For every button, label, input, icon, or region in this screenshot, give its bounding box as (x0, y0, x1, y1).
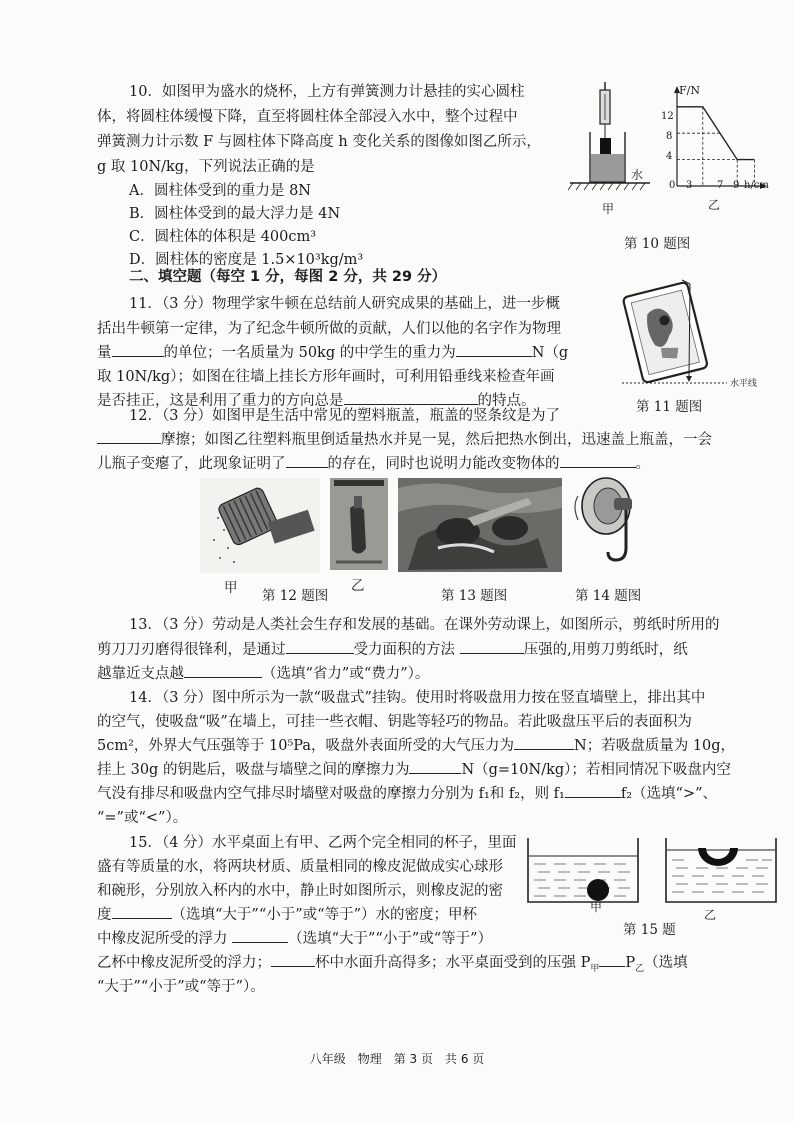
q12-line2-part1: 摩擦；如图乙往塑料瓶里倒适量热水并晃一晃，然后把热水倒出，迅速盖上瓶盖，一会 (161, 432, 712, 448)
q12-line3 (97, 452, 650, 477)
q14-line4-part2: N（g=10N/kg）；若相同情况下吸盘内空 (461, 762, 731, 778)
q10-graph-ylabel: F/N (679, 84, 700, 97)
q15-blank-1[interactable] (112, 903, 172, 919)
q11-line3 (97, 341, 568, 366)
q10-xtick-9: 9 (733, 180, 740, 191)
q10-caption: 第 10 题图 (624, 236, 691, 252)
q15-label-jia: 甲 (590, 900, 603, 914)
q14-figure-suction-hook (570, 476, 644, 576)
q14-line5-part1: 气没有排尽和吸盘内空气排尽时墙壁对吸盘的摩擦力分别为 f₁和 f₂，则 f₁ (97, 786, 565, 802)
q15-line6-part3: P (625, 955, 636, 971)
q15-line4-part2: （选填“大于”“小于”或“等于”）水的密度；甲杯 (171, 907, 477, 923)
q15-blank-3[interactable] (271, 951, 315, 967)
q10-ytick-12: 12 (661, 111, 674, 122)
q14-line5 (97, 782, 717, 807)
q14-line1: 14．（3 分）图中所示为一款“吸盘式”挂钩。使用时将吸盘用力按在竖直墙壁上，排出其中 (129, 690, 706, 706)
q10-option-c: C．圆柱体的体积是 400cm³ (129, 229, 317, 245)
q14-line6: “=”或“<”）。 (97, 810, 188, 826)
q15-sub-jia: 甲 (590, 963, 600, 974)
q11-caption: 第 11 题图 (636, 399, 703, 415)
q10-line4: g 取 10N/kg，下列说法正确的是 (97, 159, 315, 175)
q13-caption: 第 13 题图 (441, 588, 508, 604)
q10-xtick-7: 7 (717, 180, 724, 191)
q14-line4-part1: 挂上 30g 的钥匙后，吸盘与墙壁之间的摩擦力为 (97, 762, 410, 778)
q13-line2 (97, 638, 688, 663)
q15-line2: 盛有等质量的水，将两块材质、质量相同的橡皮泥做成实心球形 (97, 859, 503, 875)
q13-line2-part1: 剪刀刀刃磨得很锋利，是通过 (97, 642, 286, 658)
q12-figure-bottle-photo (330, 478, 388, 570)
q11-line3-part1: 量 (97, 345, 112, 361)
q15-sub-yi: 乙 (635, 963, 645, 974)
q13-figure-scissors-photo (398, 478, 562, 572)
q10-ytick-4: 4 (666, 151, 673, 162)
q10-ytick-8: 8 (666, 131, 673, 142)
q12-figure-bottle-cap (200, 478, 320, 573)
q10-option-a: A．圆柱体受到的重力是 8N (129, 183, 311, 199)
q10-option-d: D．圆柱体的密度是 1.5×10³kg/m³ (129, 252, 364, 268)
q10-origin: 0 (669, 180, 676, 191)
q14-line2: 的空气，使吸盘“吸”在墙上，可挂一些衣帽、钥匙等轻巧的物品。若此吸盘压平后的表面积为 (97, 714, 692, 730)
q10-label-yi: 乙 (708, 198, 721, 212)
q10-line2: 体，将圆柱体缓慢下降，直至将圆柱体全部浸入水中，整个过程中 (97, 109, 518, 125)
q10-line3: 弹簧测力计示数 F 与圆柱体下降高度 h 变化关系的图像如图乙所示， (97, 134, 541, 150)
q13-line3 (97, 662, 429, 687)
q13-line1: 13．（3 分）劳动是人类社会生存和发展的基础。在课外劳动课上，如图所示，剪纸时所用的 (129, 617, 720, 633)
q11-line5-part1: 是否挂正，这是利用了重力的方向总是 (97, 393, 344, 409)
q15-line5-part1: 中橡皮泥所受的浮力 (97, 931, 228, 947)
q15-line1: 15．（4 分）水平桌面上有甲、乙两个完全相同的杯子，里面 (129, 835, 517, 851)
q15-blank-4[interactable] (599, 951, 625, 967)
q12-blank-3[interactable] (560, 452, 636, 468)
q14-line4 (97, 758, 731, 783)
q14-blank-3[interactable] (565, 782, 621, 798)
q13-blank-3[interactable] (184, 662, 262, 678)
q12-line3-part2: 的存在，同时也说明力能改变物体的 (327, 456, 560, 472)
q10-xtick-3: 3 (686, 180, 693, 191)
q10-option-b: B．圆柱体受到的最大浮力是 4N (129, 206, 341, 222)
q11-line4: 取 10N/kg）；如图在往墙上挂长方形年画时，可利用铅垂线来检查年画 (97, 369, 555, 385)
q10-line1: 10．如图甲为盛水的烧杯，上方有弹簧测力计悬挂的实心圆柱 (129, 84, 525, 100)
q11-figure-painting (612, 276, 792, 394)
q12-label-yi: 乙 (351, 578, 365, 594)
page-footer: 八年级 物理 第 3 页 共 6 页 (309, 1052, 485, 1066)
q11-blank-3[interactable] (344, 389, 478, 405)
q10-graph (655, 84, 785, 194)
q14-line3 (97, 734, 735, 759)
q15-caption: 第 15 题 (623, 922, 676, 938)
q10-water-label: 水 (631, 168, 644, 182)
q12-blank-1[interactable] (97, 428, 161, 444)
q14-line3-part1: 5cm²，外界大气压强等于 10⁵Pa，吸盘外表面所受的大气压力为 (97, 738, 515, 754)
q14-blank-1[interactable] (514, 734, 574, 750)
q12-blank-2[interactable] (286, 452, 328, 468)
q15-blank-2[interactable] (232, 927, 288, 943)
q13-blank-2[interactable] (460, 638, 524, 654)
q15-label-yi: 乙 (704, 908, 717, 922)
q13-line2-part2: 受力面积的方法 (353, 642, 455, 658)
q11-line5-part2: 的特点。 (477, 393, 536, 409)
q11-line3-part2: 的单位；一名质量为 50kg 的中学生的重力为 (163, 345, 456, 361)
q11-line2: 括出牛顿第一定律，为了纪念牛顿所做的贡献，人们以他的名字作为物理 (97, 321, 561, 337)
q15-line5-part2: （选填“大于”“小于”或“等于”） (288, 931, 493, 947)
q12-line3-part1: 儿瓶子变瘪了，此现象证明了 (97, 456, 286, 472)
q15-line4 (97, 903, 477, 928)
q15-line6-part2: 杯中水面升高得多；水平桌面受到的压强 P (315, 955, 591, 971)
q15-figure-cups (518, 826, 780, 908)
q15-line6-part1: 乙杯中橡皮泥所受的浮力； (97, 955, 271, 971)
section-fill-blanks-heading: 二、填空题（每空 1 分，每图 2 分，共 29 分） (129, 269, 447, 285)
q12-label-jia: 甲 (224, 580, 238, 596)
q13-line3-part1: 越靠近支点越 (97, 666, 184, 682)
q11-line3-part3: N（g (531, 345, 569, 361)
q10-figure-jia (565, 80, 660, 210)
q14-blank-2[interactable] (409, 758, 461, 774)
q11-horizontal-line-label: 水平线 (730, 379, 758, 389)
q11-blank-2[interactable] (456, 341, 532, 357)
q12-line3-part3: 。 (635, 456, 650, 472)
q15-line6-part4: （选填 (644, 955, 688, 971)
q10-graph-xlabel: h/cm (744, 180, 769, 191)
q13-line3-part2: （选填“省力”或“费力”）。 (262, 666, 430, 682)
q11-blank-1[interactable] (112, 341, 164, 357)
q11-line1: 11．（3 分）物理学家牛顿在总结前人研究成果的基础上，进一步概 (129, 296, 561, 312)
q13-line2-part3: 压强的,用剪刀剪纸时，纸 (523, 642, 688, 658)
q15-line7: “大于”“小于”或“等于”）。 (97, 979, 265, 995)
q12-caption: 第 12 题图 (262, 588, 329, 604)
q14-caption: 第 14 题图 (575, 588, 642, 604)
q12-line2 (97, 428, 712, 453)
q14-line3-part2: N；若吸盘质量为 10g， (574, 738, 736, 754)
q14-line5-part2: f₂（选填“>”、 (620, 786, 718, 802)
q15-line5 (97, 927, 492, 952)
q10-label-jia: 甲 (602, 202, 615, 216)
q15-line3: 和碗形，分别放入杯内的水中，静止时如图所示，则橡皮泥的密 (97, 883, 503, 899)
q12-line1: 12．（3 分）如图甲是生活中常见的塑料瓶盖，瓶盖的竖条纹是为了 (129, 408, 561, 424)
q13-blank-1[interactable] (286, 638, 354, 654)
q15-line4-part1: 度 (97, 907, 112, 923)
